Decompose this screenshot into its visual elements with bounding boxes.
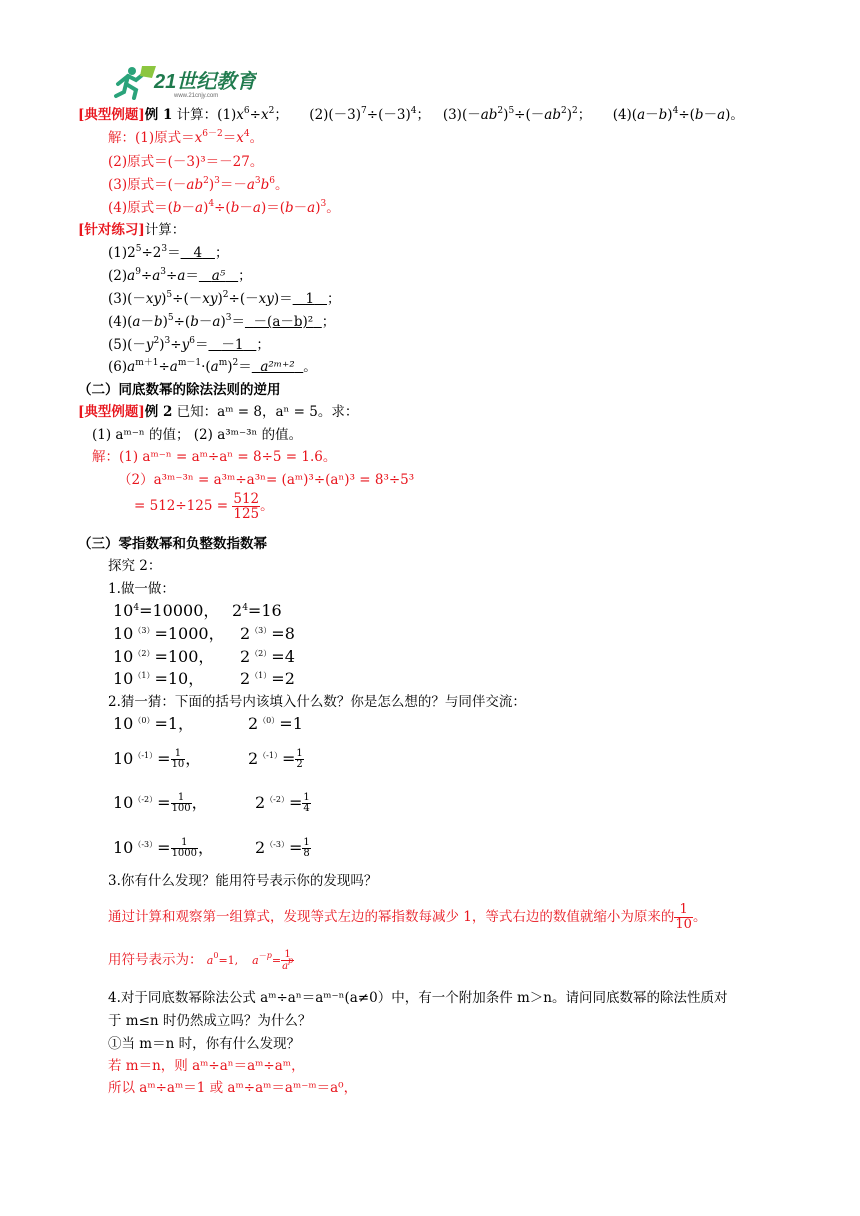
power-row-4: $10^4=10000$， (113, 601, 220, 620)
svg-text:21世纪教育: 21世纪教育 (154, 71, 257, 93)
explore-step3: 3.你有什么发现？能用符号表示你的发现吗？ (108, 873, 378, 889)
example1-solution-1: 解：(1)原式$=x^{6-2}=x^4$。 (108, 129, 264, 146)
explore-step2: 2.猜一猜：下面的括号内该填入什么数？你是怎么想的？与同伴交流： (108, 694, 526, 710)
power-row-0: $10^{(0)}=1$， (113, 714, 195, 733)
practice-answer-6: a²ᵐ⁺² (260, 359, 295, 375)
power-row-2-b: $2^{(2)}=4$ (240, 647, 295, 666)
explore-step4-line2: 于 m≤n 时仍然成立吗？为什么？ (108, 1013, 312, 1029)
practice-item-5: $(5)(-y^2)^3\div y^6=$ －1 ； (108, 336, 270, 353)
practice-item-3: $(3)(-xy)^5\div(-xy)^2\div(-xy)=$ 1 ； (108, 290, 341, 307)
power-row-neg2: $10^{(-2)}=$ $\frac{1}{100}$ ， (113, 791, 208, 814)
power-row-1: $10^{(1)}=10$， (113, 669, 205, 688)
power-row-0-b: $2^{(0)}=1$ (248, 714, 303, 733)
practice-answer-2: a⁵ (211, 268, 226, 284)
practice-answer-4: －(a－b)² (253, 314, 314, 330)
explore-step4-a1: 若 m＝n，则 aᵐ÷aⁿ＝aᵐ÷aᵐ， (108, 1058, 305, 1074)
section2-title: （二）同底数幂的除法法则的逆用 (78, 382, 281, 398)
power-row-3: $10^{(3)}=1000$， (113, 624, 225, 643)
example1-question: [典型例题]例 1 计算：$(1)x^6\div x^2$； $(2)(-3)^7\div(-3)^4$； $(3)(-ab^2)^5\div(-ab^2)^2$； $(4)(a-b)^4\div(b-a)$。 (78, 106, 744, 123)
power-row-neg1: $10^{(-1)}=$ $\frac{1}{10}$ ， (113, 747, 202, 770)
example1-tag: [典型例题] (78, 107, 145, 123)
practice-answer-5: －1 (221, 337, 244, 353)
example2-solution-2: （2）a³ᵐ⁻³ⁿ = a³ᵐ÷a³ⁿ= (aᵐ)³÷(aⁿ)³ = 8³÷5³ (118, 472, 415, 488)
practice-answer-1: 4 (193, 245, 203, 261)
site-logo (112, 62, 257, 100)
power-row-neg1-b: $2^{(-1)}=$ $\frac{1}{2}$ (248, 747, 303, 770)
logo-runner-icon (112, 62, 257, 100)
example2-solution-1: 解：(1) aᵐ⁻ⁿ = aᵐ÷aⁿ = 8÷5 = 1.6。 (92, 449, 337, 465)
power-row-neg3-b: $2^{(-3)}=$ $\frac{1}{8}$ (255, 836, 310, 859)
practice-item-4: $(4)(a-b)^5\div(b-a)^3= -(a-b)^2$ ； (108, 313, 336, 330)
practice-item-6: $(6)a^{m+1}\div a^{m-1}\cdot(a^m)^2=$ a²ᵐ⁺² 。 (108, 358, 317, 375)
power-row-1-b: $2^{(1)}=2$ (240, 669, 295, 688)
example1-label: 例 1 (144, 107, 173, 123)
explore-step4-a2: 所以 aᵐ÷aᵐ＝1 或 aᵐ÷aᵐ＝aᵐ⁻ᵐ＝a⁰， (108, 1080, 358, 1096)
section3-title: （三）零指数幂和负整数指数幂 (78, 536, 267, 552)
example1-solution-2: (2)原式＝(－3)³＝－27。 (108, 154, 264, 170)
example1-solution-3: (3)原式$=(-ab^2)^3=-a^3b^6$。 (108, 176, 289, 193)
power-row-neg2-b: $2^{(-2)}=$ $\frac{1}{4}$ (255, 791, 310, 814)
explore-symbol: 用符号表示为： $a^0=1$, $a^{-p}=$ $\frac{1}{a^p}$ (108, 948, 294, 972)
explore-step4-q1: ①当 m＝n 时，你有什么发现？ (108, 1036, 301, 1052)
example2-tag: [典型例题] (78, 404, 145, 420)
svg-text:www.21cnjy.com: www.21cnjy.com (174, 93, 219, 99)
example2-parts: (1) aᵐ⁻ⁿ 的值； (2) a³ᵐ⁻³ⁿ 的值。 (92, 427, 303, 443)
practice-tag: [针对练习] (78, 222, 145, 238)
example2-label: 例 2 (144, 404, 173, 420)
explore-step4-line1: 4.对于同底数幂除法公式 aᵐ÷aⁿ＝aᵐ⁻ⁿ(a≠0）中，有一个附加条件 m＞n。请问同底数幂的除法性质对 (108, 990, 728, 1006)
example2-solution-3: = 512÷125 = $\frac{512}{125}$ 。 (134, 491, 274, 523)
practice-item-1: $(1)2^5\div 2^3=$ 4 ； (108, 244, 229, 261)
practice-header: [针对练习]计算： (78, 222, 186, 238)
explore-finding: 通过计算和观察第一组算式，发现等式左边的幂指数每减少 1，等式右边的数值就缩小为原来的 $\frac{1}{10}$ 。 (108, 902, 707, 932)
explore-step1: 1.做一做： (108, 581, 175, 597)
practice-answer-3: 1 (305, 291, 315, 307)
example1-solution-4: (4)原式$=(b-a)^4\div(b-a)=(b-a)^3$。 (108, 199, 340, 216)
practice-item-2: $(2)a^9\div a^3\div a=$ a⁵ ； (108, 267, 252, 284)
power-row-3-b: $2^{(3)}=8$ (240, 624, 295, 643)
power-row-2: $10^{(2)}=100$， (113, 647, 215, 666)
example2-fraction: $\frac{512}{125}$ (233, 491, 260, 523)
example2-question: [典型例题]例 2 已知：aᵐ = 8，aⁿ = 5。求： (78, 404, 359, 420)
power-row-neg3: $10^{(-3)}=$ $\frac{1}{1000}$ ， (113, 836, 215, 859)
explore-title: 探究 2： (108, 558, 162, 574)
power-row-4-b: $2^4=16$ (232, 601, 282, 620)
